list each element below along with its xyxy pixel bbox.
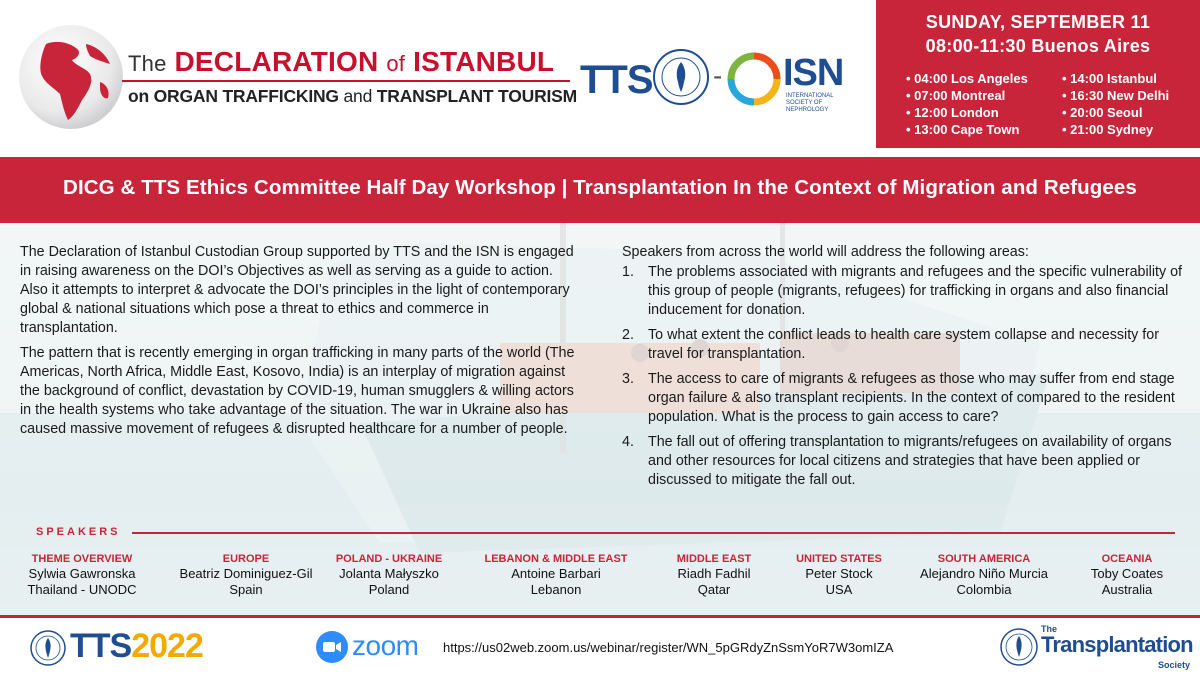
description-paragraph: The Declaration of Istanbul Custodian Group supported by TTS and the ISN is engaged in raising awareness on the DOI’s Objectives as well as serving as a guide to action. Also it attempts to interpret & advocate the DOI’s principles in the light of contemporary global & national situations which pose a threat to ethics and commerce in transplantation. — [20, 244, 574, 336]
area-item — [622, 370, 1188, 427]
speakers-heading: SPEAKERS — [36, 526, 121, 538]
event-time: 08:00-11:30 Buenos Aires — [925, 36, 1151, 56]
area-number: 2. — [622, 327, 634, 343]
areas-intro: Speakers from across the world will address the following areas: — [622, 244, 1029, 260]
timezone-item: • 14:00 Istanbul — [1062, 70, 1169, 87]
speaker-name: Peter Stock — [805, 566, 873, 581]
doi-subtitle-part1: on ORGAN TRAFFICKING — [128, 86, 339, 106]
timezone-item: • 13:00 Cape Town — [906, 121, 1028, 138]
description-column — [20, 243, 580, 445]
speaker-name: Sylwia Gawronska — [28, 566, 136, 581]
area-item — [622, 326, 1188, 364]
area-number: 4. — [622, 434, 634, 450]
areas-column — [622, 243, 1188, 496]
speakers-row — [0, 552, 1200, 612]
ts-logo-the: The — [1041, 624, 1058, 634]
zoom-registration-link[interactable]: https://us02web.zoom.us/webinar/register/WN_5pGRdyZnSsmYoR7W3omIZA — [443, 640, 894, 655]
doi-subtitle — [128, 86, 577, 107]
speaker-name: Alejandro Niño Murcia — [920, 566, 1048, 581]
speakers-divider — [132, 532, 1175, 534]
speaker-name: Antoine Barbari — [511, 566, 601, 581]
isn-logo: ISN — [783, 52, 844, 94]
speaker-region: THEME OVERVIEW — [31, 553, 133, 565]
area-item — [622, 433, 1188, 490]
tts-logo: TTS — [580, 58, 653, 102]
doi-declaration: DECLARATION — [174, 46, 379, 77]
workshop-title: DICG & TTS Ethics Committee Half Day Workshop | Transplantation In the Context of Migration and Refugees — [63, 176, 1137, 199]
timezone-item: • 21:00 Sydney — [1062, 121, 1169, 138]
zoom-logo-text: zoom — [352, 630, 419, 661]
area-text: The problems associated with migrants and refugees and the specific vulnerability of this group of people (migrants, refugees) for trafficking in organs and also financial inducement for donation. — [648, 264, 1183, 318]
speaker-region: OCEANIA — [1101, 553, 1153, 565]
area-item — [622, 263, 1188, 320]
area-text: The access to care of migrants & refugees as those who may suffer from end stage organ failure & also transplant recipients. In the context of compared to the resident population. What is the process to gain access to care? — [648, 371, 1175, 425]
doi-title — [128, 46, 554, 78]
tts-seal-icon — [652, 48, 710, 106]
speaker-region: UNITED STATES — [796, 553, 882, 565]
tts2022-logo — [70, 627, 203, 666]
tts2022-text: TTS — [70, 627, 132, 665]
speaker-name: Toby Coates — [1090, 566, 1164, 581]
speaker-place: USA — [825, 582, 853, 597]
speaker-region: MIDDLE EAST — [676, 553, 752, 565]
doi-istanbul: ISTANBUL — [413, 46, 555, 77]
area-number: 3. — [622, 371, 634, 387]
speaker-name: Beatriz Dominiguez-Gil — [179, 566, 313, 581]
transplantation-society-seal-icon — [1000, 628, 1038, 666]
speaker-card — [660, 552, 768, 598]
globe-icon — [16, 22, 126, 132]
zoom-icon — [316, 631, 348, 663]
timezone-list-1 — [906, 70, 1028, 138]
area-text: To what extent the conflict leads to health care system collapse and necessity for travel for transplantation. — [648, 327, 1159, 362]
speaker-card — [20, 552, 144, 598]
speaker-place: Spain — [229, 582, 263, 597]
speaker-name: Riadh Fadhil — [677, 566, 751, 581]
speaker-place: Thailand - UNODC — [27, 582, 137, 597]
speaker-card — [328, 552, 450, 598]
doi-subtitle-part2: TRANSPLANT TOURISM — [376, 86, 578, 106]
doi-of: of — [386, 51, 406, 76]
footer — [0, 618, 1200, 675]
ts-logo-society: Society — [1158, 660, 1191, 670]
speaker-place: Qatar — [697, 582, 731, 597]
timezone-item: • 07:00 Montreal — [906, 87, 1028, 104]
speaker-region: LEBANON & MIDDLE EAST — [484, 553, 628, 565]
isn-ring-icon — [727, 52, 781, 106]
speaker-region: POLAND - UKRAINE — [335, 553, 443, 565]
doi-the: The — [128, 51, 167, 76]
speaker-card — [906, 552, 1062, 598]
tts2022-year: 2022 — [131, 627, 203, 665]
speaker-card — [164, 552, 328, 598]
doi-subtitle-and: and — [343, 86, 373, 106]
speaker-region: EUROPE — [222, 553, 270, 565]
timezone-item: • 16:30 New Delhi — [1062, 87, 1169, 104]
logo-dash: - — [713, 60, 723, 91]
speaker-card — [474, 552, 638, 598]
workshop-banner — [0, 157, 1200, 223]
isn-subtitle: INTERNATIONAL SOCIETY OF NEPHROLOGY — [786, 93, 834, 113]
speaker-place: Australia — [1101, 582, 1153, 597]
timezone-list-2 — [1062, 70, 1169, 138]
speaker-card — [1074, 552, 1180, 598]
area-text: The fall out of offering transplantation to migrants/refugees on availability of organs and other resources for local citizens and strategies that have been applied or discussed to mitigate the fall out. — [648, 434, 1172, 488]
areas-list — [622, 263, 1188, 490]
speaker-place: Poland — [368, 582, 410, 597]
ts-logo-name: Transplantation — [1041, 632, 1193, 657]
speaker-region: SOUTH AMERICA — [937, 553, 1031, 565]
event-datetime-box — [876, 0, 1200, 148]
event-date: SUNDAY, SEPTEMBER 11 — [925, 12, 1151, 32]
timezone-item: • 20:00 Seoul — [1062, 104, 1169, 121]
timezone-item: • 12:00 London — [906, 104, 1028, 121]
tts-seal-icon — [30, 630, 66, 666]
speaker-place: Colombia — [956, 582, 1012, 597]
timezone-item: • 04:00 Los Angeles — [906, 70, 1028, 87]
speaker-card — [786, 552, 892, 598]
header — [0, 0, 1200, 155]
speaker-name: Jolanta Małyszko — [339, 566, 439, 581]
doi-divider — [122, 80, 570, 82]
main-content — [0, 223, 1200, 615]
speaker-place: Lebanon — [530, 582, 582, 597]
description-paragraph: The pattern that is recently emerging in organ trafficking in many parts of the world (The Americas, North Africa, Middle East, Kosovo, India) is an interplay of migration against the background of conflict, devastation by COVID-19, human smugglers & willing actors in the health systems who take advantage of the situation. The war in Ukraine also has caused massive movement of refugees & disrupted healthcare for a number of people. — [20, 345, 575, 437]
area-number: 1. — [622, 264, 634, 280]
